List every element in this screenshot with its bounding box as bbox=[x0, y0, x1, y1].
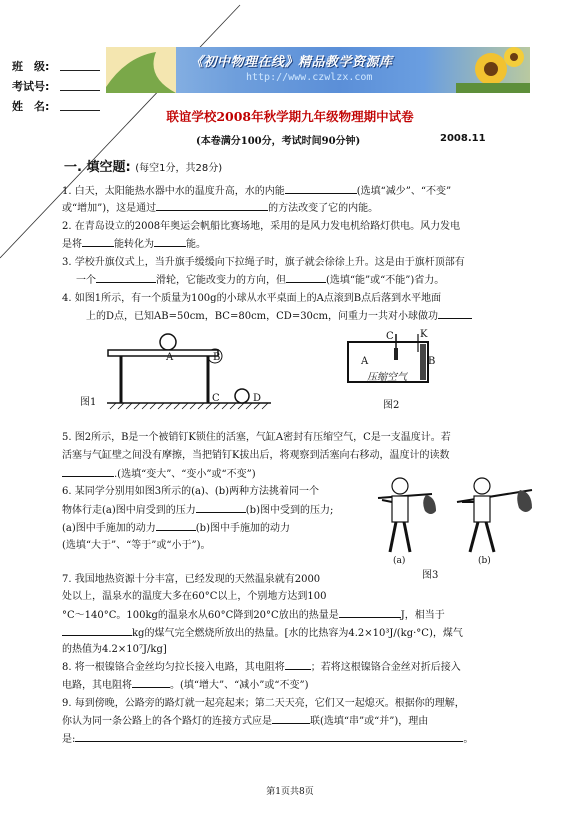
q7-text-3: kg的煤气完全燃烧所放出的热量。[水的比热容为4.2×10³J/(kg·°C)，煤气 bbox=[132, 628, 463, 639]
fig1-point-b: B bbox=[213, 352, 221, 363]
q9-text-2: 联(选填“串”或“并”)，理由 bbox=[310, 716, 429, 727]
question-6-line-3 bbox=[62, 520, 290, 537]
q3-text: 一个 bbox=[76, 275, 96, 286]
question-9-line-1: 9. 每到傍晚，公路旁的路灯就一起亮起来；第二天天亮，它们又一起熄灭。根据你的理解， bbox=[62, 698, 465, 709]
question-6-line-1: 6. 某同学分别用如图3所示的(a)、(b)两种方法挑着同一个 bbox=[62, 486, 320, 497]
question-2-line-2 bbox=[62, 236, 206, 253]
q4-text: 上的D点，已知AB=50cm，BC=80cm，CD=30cm，问重力一共对小球做功 bbox=[86, 311, 439, 322]
q1-text-3: 或“增加”)，这是通过 bbox=[62, 203, 157, 214]
q9-text-3: 是: bbox=[62, 734, 76, 745]
q8-text: 8. 将一根镍铬合金丝均匀拉长接入电路，其电阻将 bbox=[62, 662, 285, 673]
question-6-line-2 bbox=[62, 502, 333, 519]
question-7-line-3 bbox=[62, 607, 445, 624]
site-banner bbox=[106, 47, 530, 93]
fig2-label-b: B bbox=[428, 356, 436, 367]
class-label: 班 级: bbox=[12, 60, 50, 73]
q7-text: °C～140°C。100kg的温泉水从60°C降到20°C放出的热量是 bbox=[62, 610, 339, 621]
question-9-line-3 bbox=[62, 731, 473, 748]
q1-text-2: (选填“减少”、“不变” bbox=[356, 186, 452, 197]
q3-blank-2[interactable] bbox=[286, 272, 326, 283]
q9-text-4: 。 bbox=[463, 734, 474, 745]
q8-text-3: 电路，其电阻将 bbox=[62, 680, 132, 691]
exam-title: 联谊学校2008年秋学期九年级物理期中试卷 bbox=[166, 109, 414, 124]
q7-text-2: J，相当于 bbox=[400, 610, 445, 621]
fig3-label-a: (a) bbox=[393, 556, 406, 566]
question-1-line-2 bbox=[62, 200, 378, 217]
fig2-air-text: 压缩空气 bbox=[367, 372, 407, 383]
question-5-line-3 bbox=[62, 466, 256, 483]
question-4-line-2 bbox=[86, 308, 472, 325]
question-8-line-1 bbox=[62, 659, 461, 676]
q6-blank-2[interactable] bbox=[156, 520, 196, 531]
q2-text: 是将 bbox=[62, 239, 82, 250]
fig2-label-k: K bbox=[420, 329, 428, 340]
question-9-line-2 bbox=[62, 713, 428, 730]
q8-text-2: ；若将这根镍铬合金丝对折后接入 bbox=[310, 662, 461, 673]
q1-text-4: 的方法改变了它的内能。 bbox=[268, 203, 379, 214]
q7-blank-2[interactable] bbox=[62, 625, 132, 636]
q8-text-4: 。(填“增大”、“减小”或“不变”) bbox=[170, 680, 309, 691]
q4-blank[interactable] bbox=[438, 308, 472, 319]
exam-date: 2008.11 bbox=[440, 133, 486, 144]
question-3-line-2 bbox=[76, 272, 444, 289]
banner-url[interactable]: http://www.czwlzx.com bbox=[246, 72, 373, 83]
q6-text-2: (b)图中受到的压力; bbox=[245, 505, 334, 516]
question-6-line-4: (选填“大于”、“等于”或“小于”)。 bbox=[62, 540, 211, 551]
q1-text: 1. 白天，太阳能热水器中水的温度升高，水的内能 bbox=[62, 186, 285, 197]
q2-text-2: 能转化为 bbox=[114, 239, 154, 250]
question-1-line-1 bbox=[62, 183, 451, 200]
fig1-point-c: C bbox=[212, 393, 220, 404]
q8-blank-2[interactable] bbox=[132, 677, 170, 688]
fig3-caption: 图3 bbox=[422, 570, 439, 581]
q5-text: .(选填“变大”、“变小”或“不变”) bbox=[114, 469, 256, 480]
q2-blank-2[interactable] bbox=[154, 236, 186, 247]
q1-blank-2[interactable] bbox=[156, 200, 268, 211]
figure-3 bbox=[372, 468, 547, 564]
q6-text: 物体行走(a)图中肩受到的压力 bbox=[62, 505, 196, 516]
fig2-label-c: C bbox=[386, 331, 394, 342]
q6-text-4: (b)图中手施加的动力 bbox=[195, 523, 290, 534]
question-7-line-5: 的热值为4.2×10⁷J/kg] bbox=[62, 644, 167, 655]
q8-blank-1[interactable] bbox=[285, 659, 311, 670]
q6-text-3: (a)图中手施加的动力 bbox=[62, 523, 156, 534]
question-7-line-4 bbox=[62, 625, 463, 642]
fig2-label-a: A bbox=[361, 356, 369, 367]
q1-blank-1[interactable] bbox=[285, 183, 357, 194]
question-8-line-2 bbox=[62, 677, 308, 694]
section-title: 一. 填空题: bbox=[64, 160, 131, 175]
q7-blank-1[interactable] bbox=[339, 607, 401, 618]
question-2-line-1: 2. 在青岛设立的2008年奥运会帆船比赛场地，采用的是风力发电机给路灯供电。风力发电 bbox=[62, 221, 461, 232]
banner-title: 《初中物理在线》精品教学资源库 bbox=[190, 55, 393, 70]
fig1-caption: 图1 bbox=[80, 397, 97, 408]
q2-text-3: 能。 bbox=[186, 239, 206, 250]
question-7-line-2: 处以上，温泉水的温度大多在60°C以上，个别地方达到100 bbox=[62, 591, 327, 602]
question-3-line-1: 3. 学校升旗仪式上，当升旗手缓缓向下拉绳子时，旗子就会徐徐上升。这是由于旗杆顶部有 bbox=[62, 257, 465, 268]
q9-text: 你认为同一条公路上的各个路灯的连接方式应是 bbox=[62, 716, 272, 727]
name-label: 姓 名: bbox=[12, 100, 50, 113]
section-heading bbox=[64, 156, 222, 175]
q9-blank-2[interactable] bbox=[75, 731, 463, 742]
question-5-line-1: 5. 图2所示，B是一个被销钉K锁住的活塞，气缸A密封有压缩空气，C是一支温度计。若 bbox=[62, 432, 451, 443]
section-note: (每空1分，共28分) bbox=[135, 163, 223, 174]
fig1-point-a: A bbox=[166, 352, 174, 363]
q3-text-2: 滑轮，它能改变力的方向，但 bbox=[156, 275, 286, 286]
question-4-line-1: 4. 如图1所示，有一个质量为100g的小球从水平桌面上的A点滚到B点后落到水平地面 bbox=[62, 293, 442, 304]
fig2-caption: 图2 bbox=[383, 400, 400, 411]
q5-blank[interactable] bbox=[62, 466, 114, 477]
page-number: 第1页共8页 bbox=[266, 787, 314, 797]
exam-no-label: 考试号: bbox=[12, 80, 50, 93]
q6-blank-1[interactable] bbox=[196, 502, 246, 513]
fig3-label-b: (b) bbox=[478, 556, 491, 566]
fig1-point-d: D bbox=[253, 393, 262, 404]
question-5-line-2: 活塞与气缸壁之间没有摩擦，当把销钉K拔出后，将观察到活塞向右移动，温度计的读数 bbox=[62, 450, 450, 461]
question-7-line-1: 7. 我国地热资源十分丰富，已经发现的天然温泉就有2000 bbox=[62, 574, 321, 585]
q3-blank-1[interactable] bbox=[96, 272, 156, 283]
exam-subtitle: (本卷满分100分，考试时间90分钟) bbox=[196, 136, 361, 147]
q2-blank-1[interactable] bbox=[82, 236, 114, 247]
q3-text-3: (选填“能”或“不能”)省力。 bbox=[326, 275, 445, 286]
q9-blank-1[interactable] bbox=[272, 713, 310, 724]
